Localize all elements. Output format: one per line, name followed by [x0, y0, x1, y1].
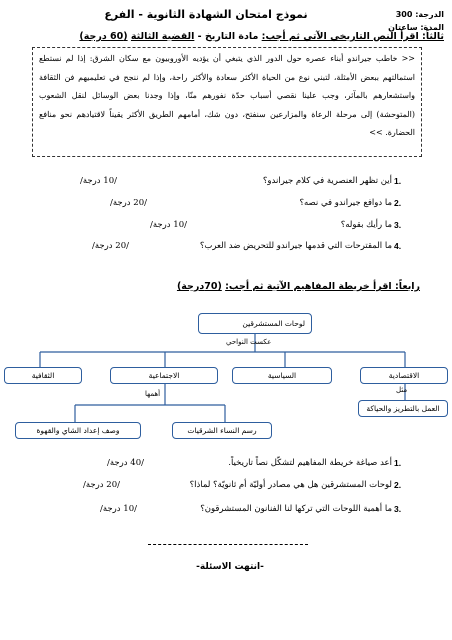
- section3-heading: ثالثاً: اقرأ النص التاريخي الآتي ثم أجب: مادة التاريخ - القضية الثالثة (60 درجة): [79, 31, 444, 42]
- question-mark: /20 درجة/: [83, 480, 120, 490]
- section4-instruction: رابعاً: اقرأ خريطة المفاهيم الآتية ثم أجب:: [225, 281, 420, 292]
- footer-divider: [148, 544, 308, 545]
- question-mark: /10 درجة/: [80, 176, 117, 186]
- concept-branch-cultural: الثقافية: [4, 367, 82, 384]
- question-text: ما المقترحات التي قدمها جيراندو للتحريض ضد العرب؟: [199, 241, 392, 251]
- question-mark: /20 درجة/: [92, 241, 129, 251]
- duration-label: المدة: ساعتان: [388, 23, 444, 32]
- subject-label: مادة التاريخ: [204, 31, 259, 42]
- concept-social-women: رسم النساء الشرقيات: [172, 422, 272, 439]
- question-mark: /20 درجة/: [110, 198, 147, 208]
- question-text: ما رأيك بقوله؟: [340, 220, 392, 230]
- concept-branch-economic: الاقتصادية: [360, 367, 448, 384]
- concept-social-tea: وصف إعداد الشاي والقهوة: [15, 422, 141, 439]
- question-number: 1.: [394, 458, 402, 468]
- page-title: نموذج امتحان الشهادة الثانوية - الفرع: [104, 8, 308, 21]
- grade-label: الدرجة: 300: [395, 10, 444, 19]
- concept-branch-social: الاجتماعية: [110, 367, 218, 384]
- section4-points: (70درجة): [176, 281, 222, 292]
- section3-points: (60 درجة): [79, 31, 128, 42]
- section3-instruction: ثالثاً: اقرأ النص التاريخي الآتي ثم أجب:: [261, 31, 444, 42]
- question-mark: /10 درجة/: [100, 504, 137, 514]
- concept-root-node: لوحات المستشرقين: [198, 313, 312, 334]
- question-number: 4.: [394, 241, 402, 251]
- question-text: لوحات المستشرقين هل هي مصادر أوليّة أم ثانويّة؟ لماذا؟: [189, 480, 392, 490]
- question-number: 3.: [394, 504, 402, 514]
- econ-link-label: مثل: [396, 386, 408, 394]
- concept-branch-political: السياسية: [232, 367, 332, 384]
- question-number: 1.: [394, 176, 402, 186]
- historical-passage: << خاطب جيراندو أبناء عصره حول الدور الذي يتبغي أن يؤديه الأوروبيون مع سكان الشرق: إذا لم نستطع استمالتهم ببعض الأمثلة، لتبني نوع من الحياة الأكثر سعادة والأكثر راحة، وإذا لم ننجح في تعليميهم فن الثقافة واستشعارهم بالمآثر، وجب علينا نقصي أسباب حدّة نفورهم منّا، وإذا وجدنا بعض الوسائل لنقل الشعوب (المتوحشة) إلى مرحلة الرعاة والمزارعين سنفتح، دون شك، أمامهم الطريق الأكثر يقيناً لاقتيادهم نحو منافع الحضارة. >>: [32, 47, 422, 157]
- question-mark: /40 درجة/: [107, 458, 144, 468]
- question-text: ما دوافع جيراندو في نصه؟: [299, 198, 392, 208]
- question-number: 2.: [394, 198, 402, 208]
- concept-econ-example: العمل بالتطريز والحياكة: [358, 400, 448, 417]
- question-number: 3.: [394, 220, 402, 230]
- social-link-label: أهمها: [145, 390, 161, 398]
- question-text: أين تظهر العنصرية في كلام جيراندو؟: [262, 176, 392, 186]
- question-text: ما أهمية اللوحات التي تركها لنا الفنانون المستشرقون؟: [200, 504, 392, 514]
- end-of-questions: -انتهت الاسئلة-: [196, 562, 264, 572]
- question-mark: /10 درجة/: [150, 220, 187, 230]
- question-number: 2.: [394, 480, 402, 490]
- issue-label: القضية الثالثة: [130, 31, 195, 42]
- question-text: أعد صياغة خريطة المفاهيم لتشكّل نصاً تاريخياً.: [228, 458, 392, 468]
- root-link-label: عكست النواحي: [226, 338, 272, 346]
